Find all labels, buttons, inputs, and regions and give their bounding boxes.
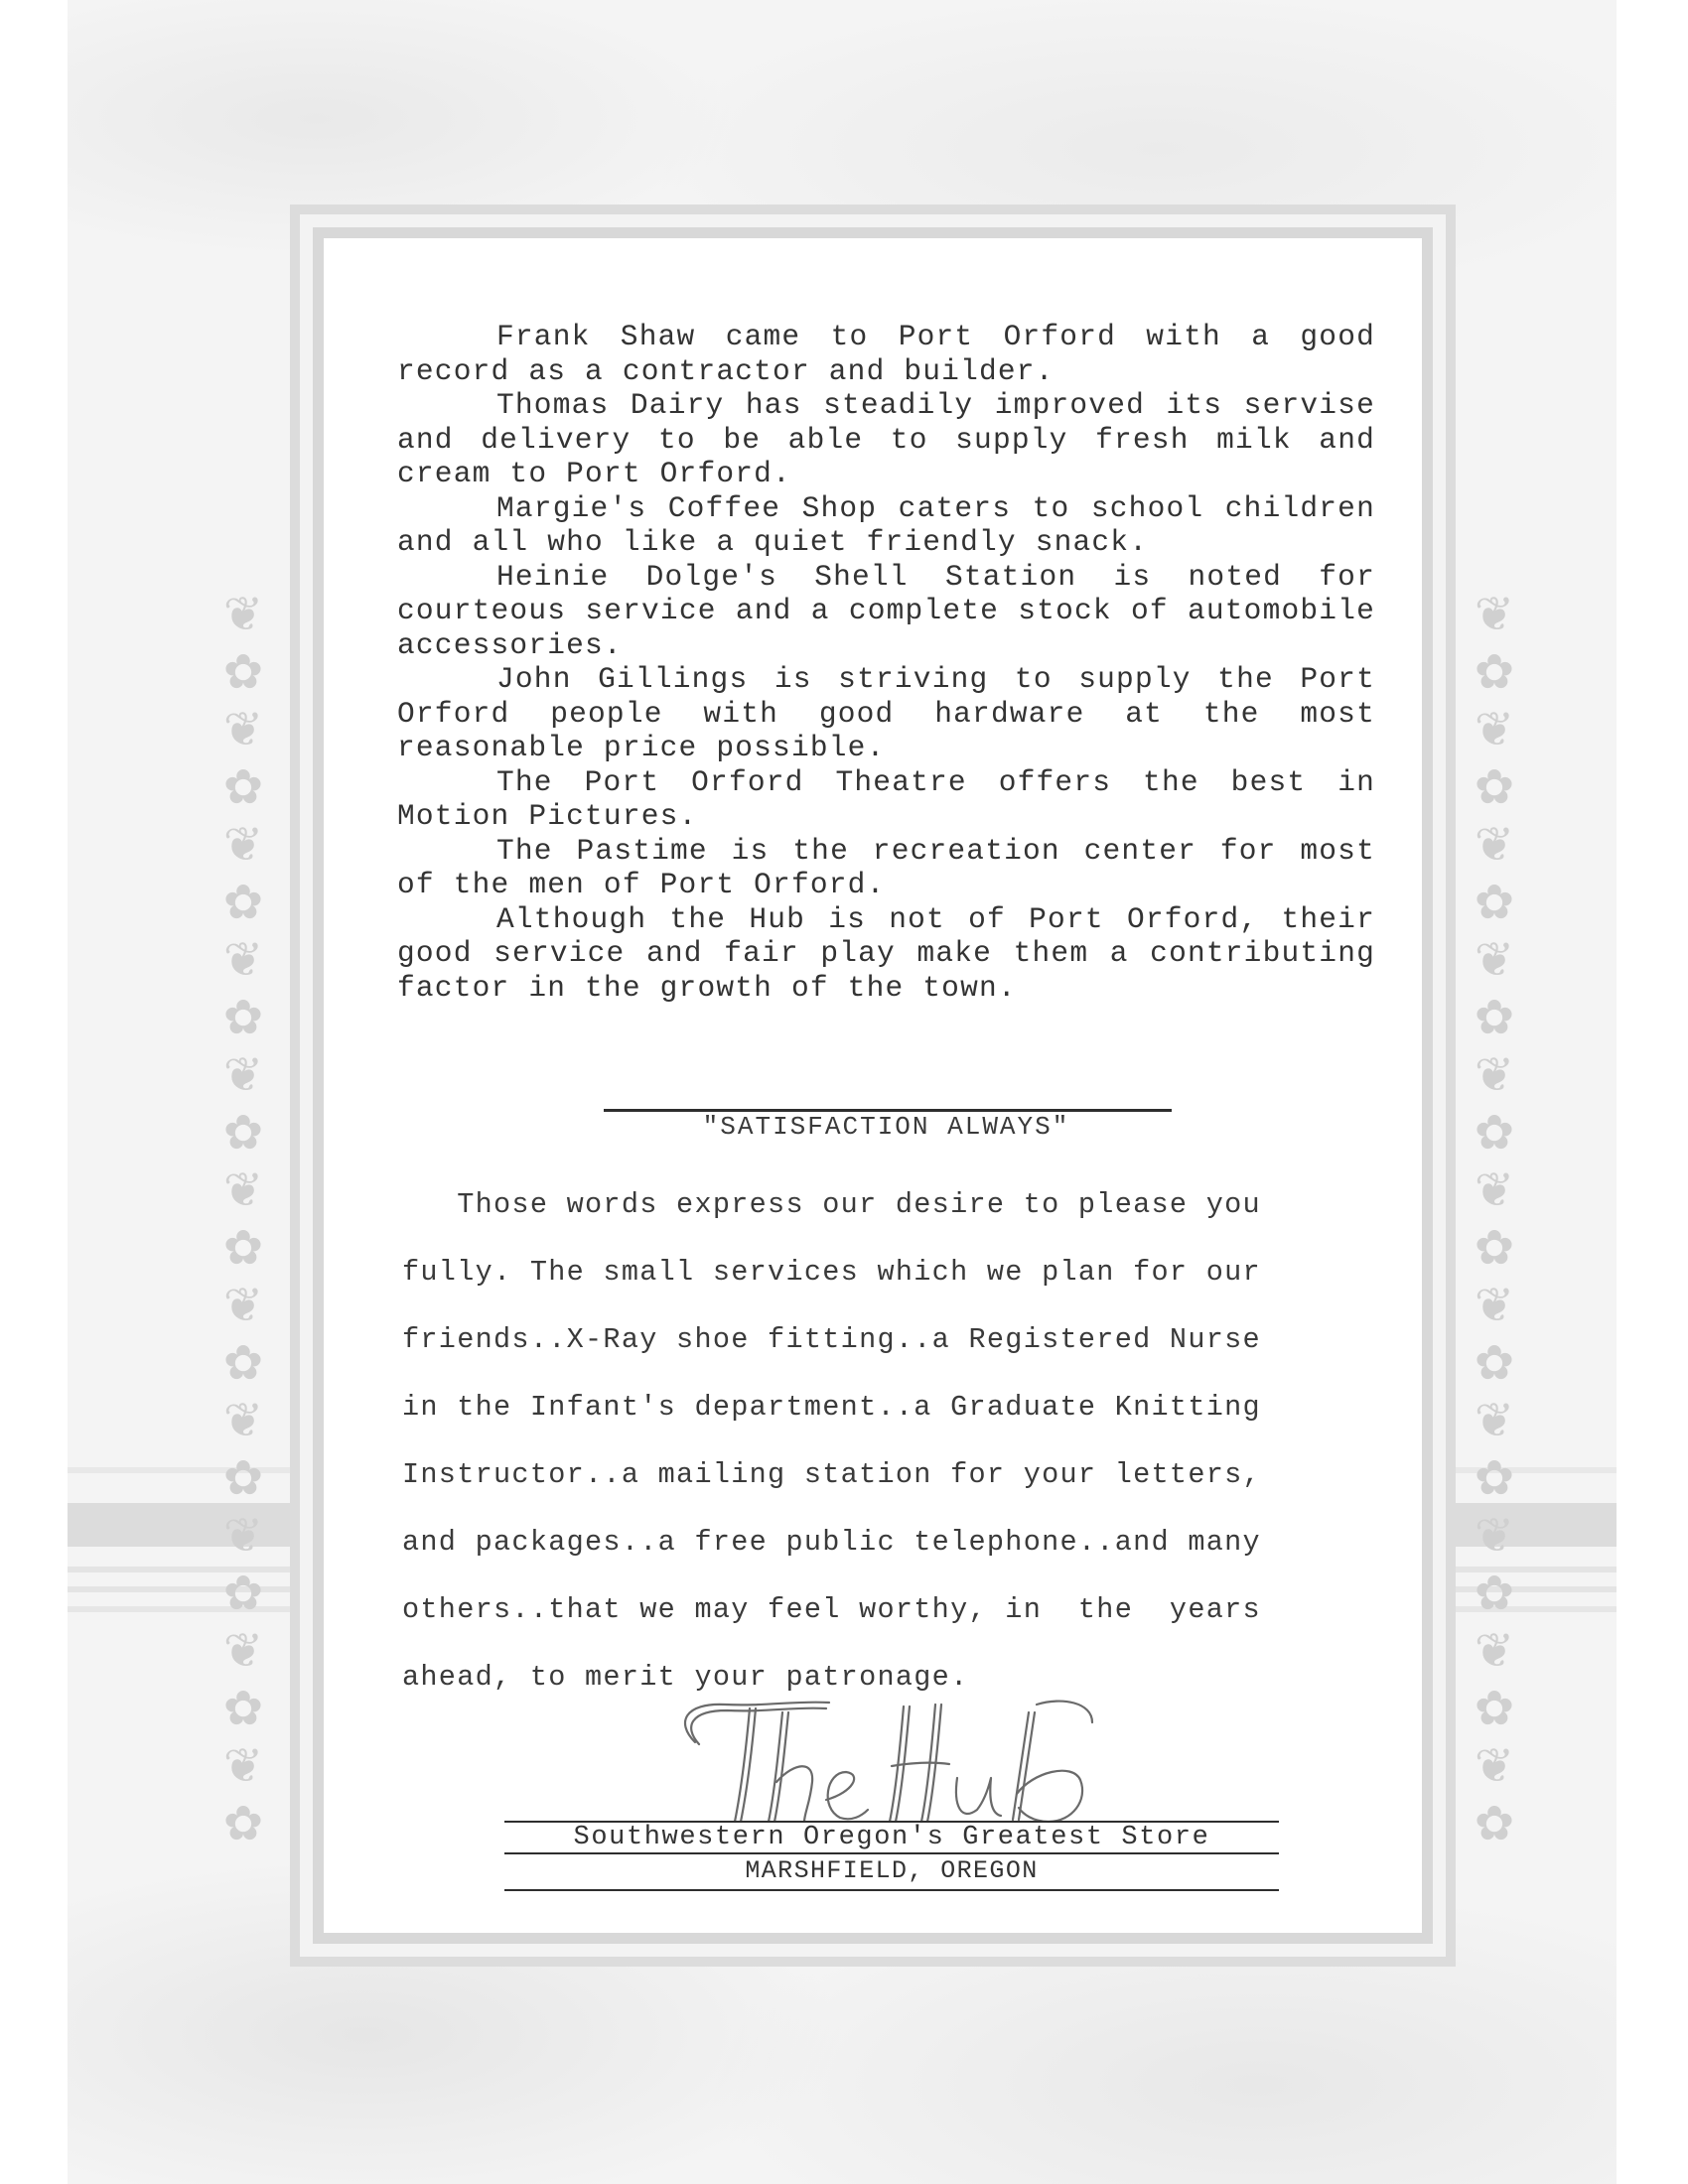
store-location: MARSHFIELD, OREGON bbox=[745, 1856, 1039, 1885]
motto-line: and packages..a free public telephone..and many bbox=[402, 1526, 1261, 1559]
motto-paragraph bbox=[402, 1171, 1355, 1711]
leaf-ornament-icon: ❦ ✿ ❦ ✿ ❦ ✿ ❦ ✿ ❦ ✿ ❦ ✿ ❦ ✿ ❦ ✿ ❦ ✿ ❦ ✿ ❦ ✿ bbox=[222, 587, 264, 1851]
motto-line: ahead, to merit your patronage. bbox=[402, 1661, 969, 1694]
store-tagline: Southwestern Oregon's Greatest Store bbox=[573, 1823, 1210, 1852]
motto-line: in the Infant's department..a Graduate Knitting bbox=[402, 1391, 1261, 1424]
motto-line: Those words express our desire to please you bbox=[402, 1188, 1261, 1221]
paragraph-the-hub: Although the Hub is not of Port Orford, their good service and fair play make them a contributing factor in the growth of the town. bbox=[397, 901, 1375, 1005]
motto-line: friends..X-Ray shoe fitting..a Registered Nurse bbox=[402, 1323, 1261, 1356]
leaf-ornament-icon: ❦ ✿ ❦ ✿ ❦ ✿ ❦ ✿ ❦ ✿ ❦ ✿ ❦ ✿ ❦ ✿ ❦ ✿ ❦ ✿ ❦ ✿ bbox=[1474, 587, 1515, 1851]
paragraph-margies-coffee-shop: Margie's Coffee Shop caters to school children and all who like a quiet friendly snack. bbox=[397, 490, 1375, 559]
business-paragraphs bbox=[397, 320, 1375, 1005]
the-hub-signature bbox=[655, 1683, 1132, 1832]
paragraph-frank-shaw: Frank Shaw came to Port Orford with a good record as a contractor and builder. bbox=[397, 320, 1375, 388]
paragraph-john-gillings: John Gillings is striving to supply the Port Orford people with good hardware at the most reasonable price possible. bbox=[397, 662, 1375, 764]
motto-line: fully. The small services which we plan for our bbox=[402, 1256, 1261, 1289]
signature-rule bbox=[504, 1889, 1279, 1891]
paragraph-pastime: The Pastime is the recreation center for most of the men of Port Orford. bbox=[397, 833, 1375, 901]
signature-rule bbox=[504, 1852, 1279, 1854]
paragraph-thomas-dairy: Thomas Dairy has steadily improved its servise and delivery to be able to supply fresh milk and cream to Port Orford. bbox=[397, 388, 1375, 490]
paragraph-theatre: The Port Orford Theatre offers the best in Motion Pictures. bbox=[397, 764, 1375, 833]
motto-heading: "SATISFACTION ALWAYS" bbox=[702, 1112, 1070, 1142]
paragraph-shell-station: Heinie Dolge's Shell Station is noted for courteous service and a complete stock of automobile accessories. bbox=[397, 559, 1375, 662]
motto-line: Instructor..a mailing station for your letters, bbox=[402, 1458, 1261, 1491]
motto-line: others..that we may feel worthy, in the years bbox=[402, 1593, 1261, 1626]
